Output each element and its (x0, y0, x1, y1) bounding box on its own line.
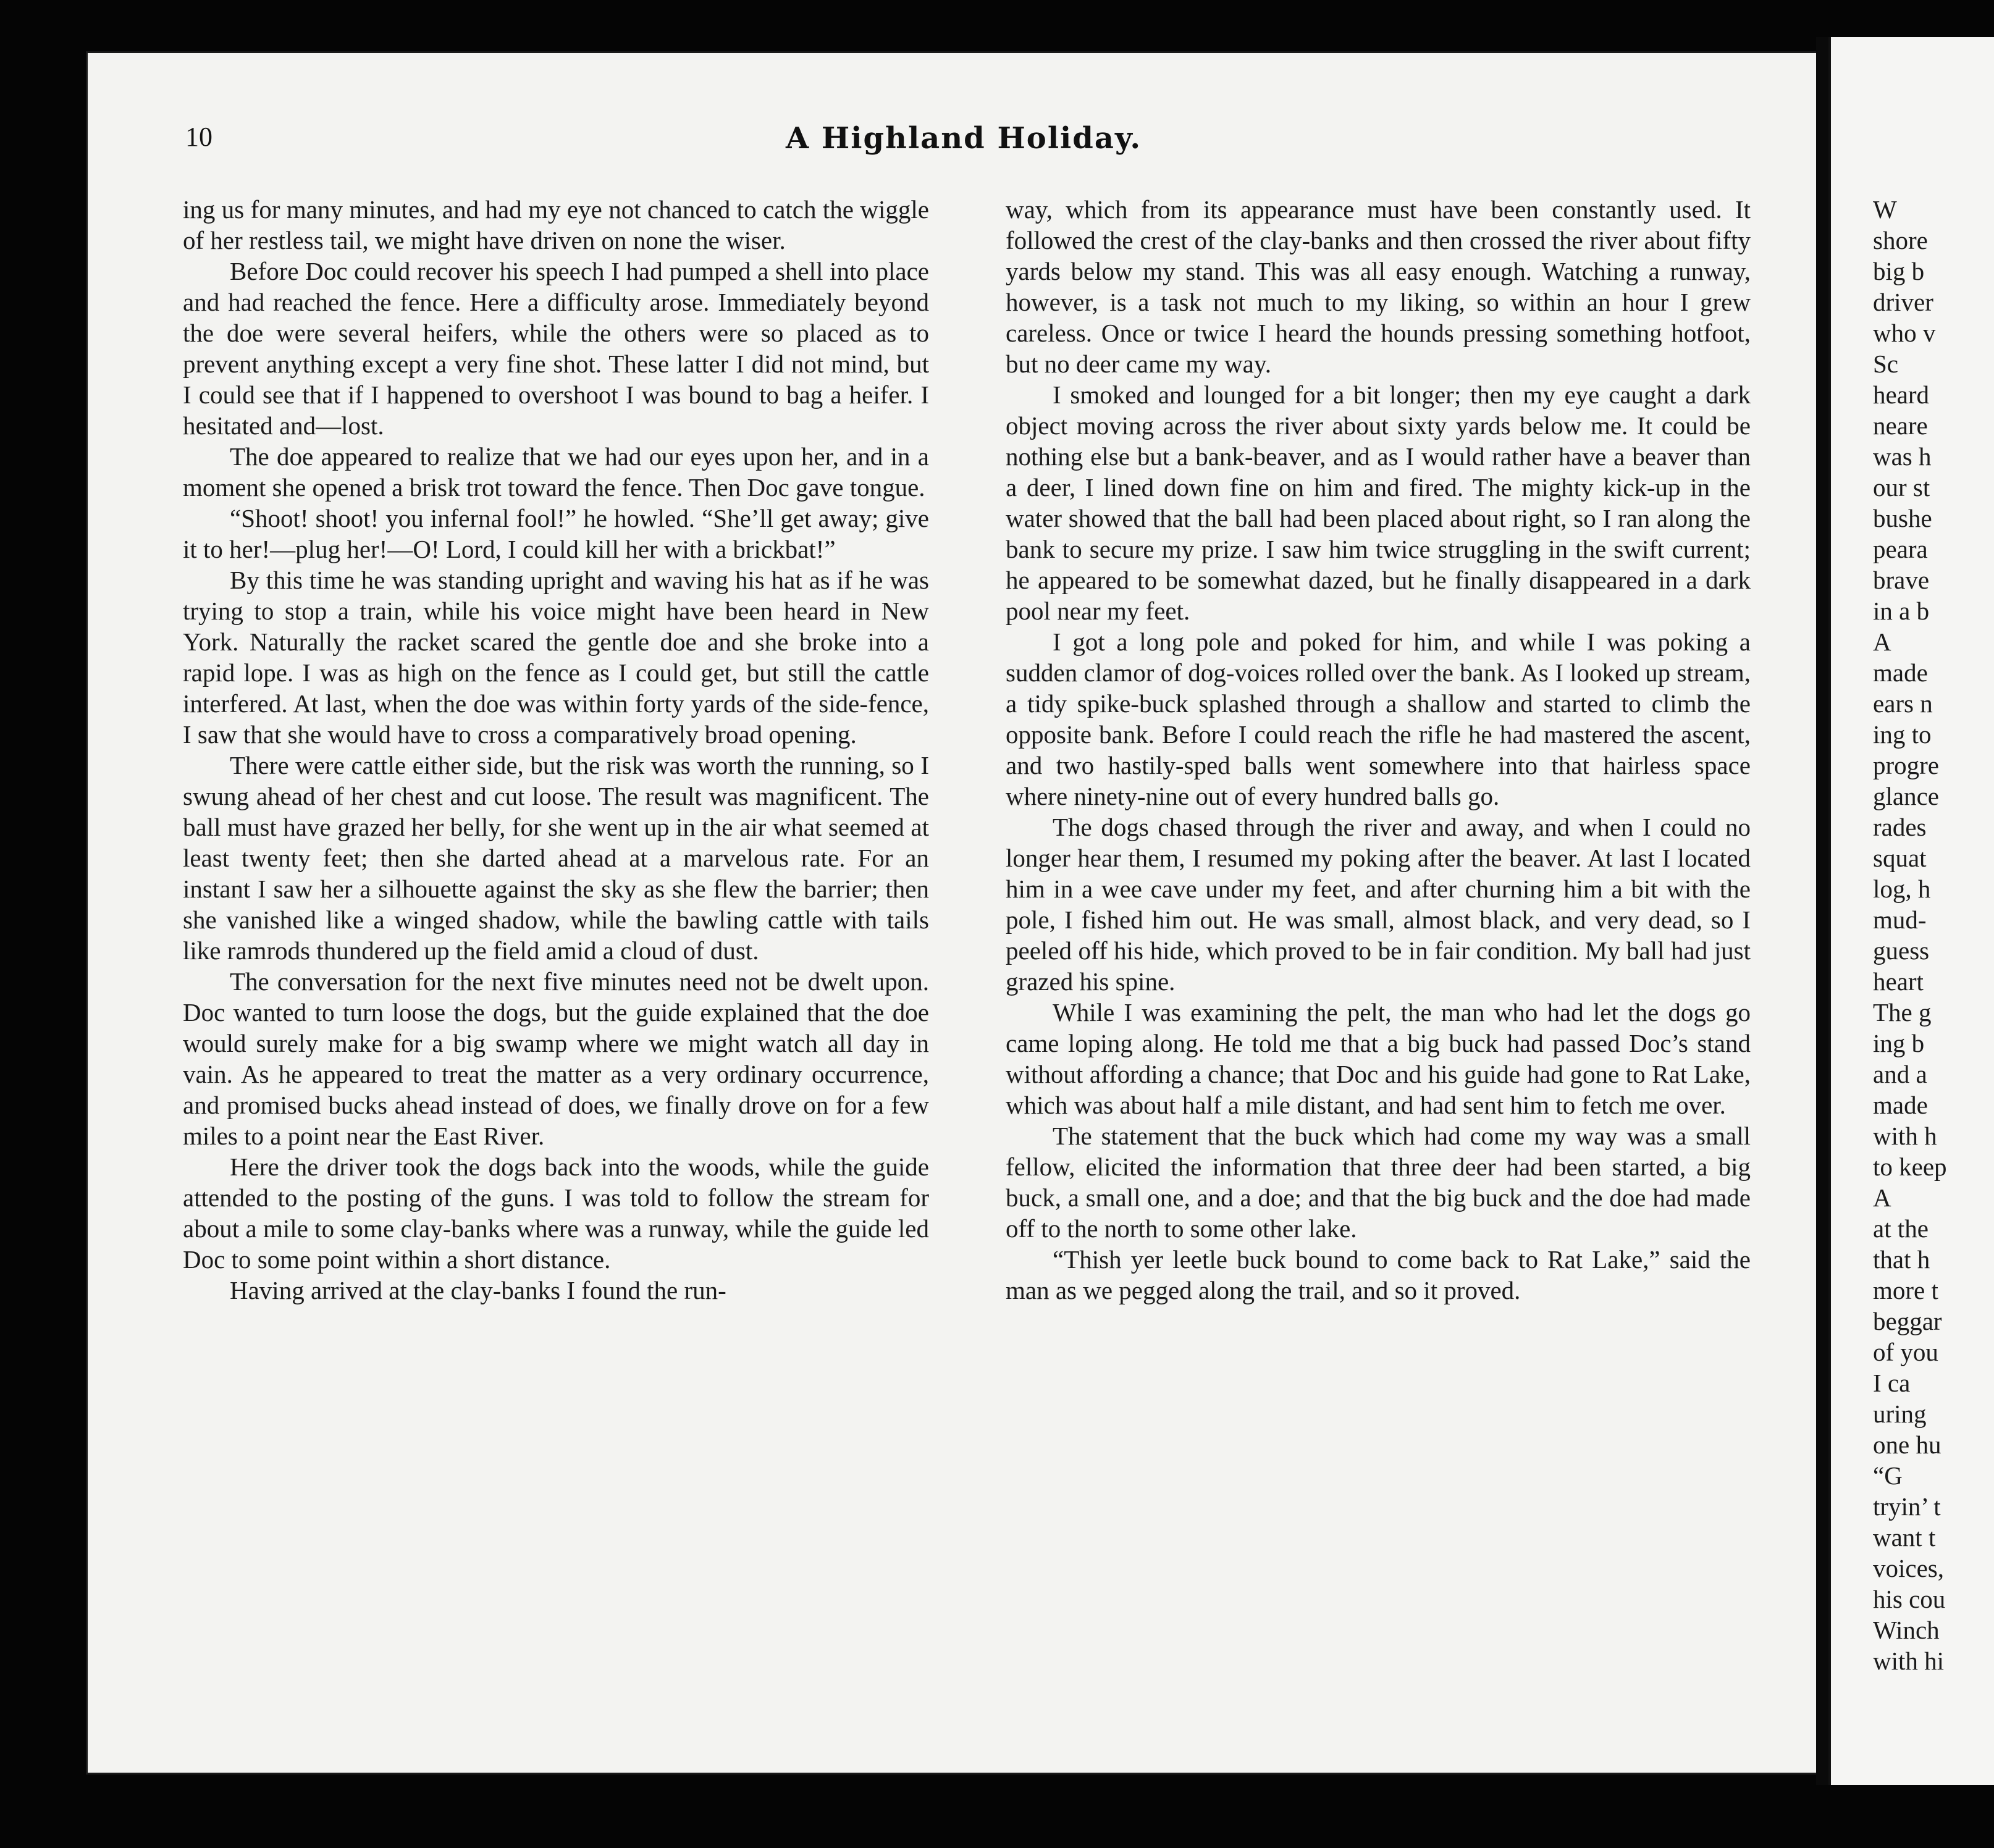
fragment-line: Winch (1873, 1616, 1940, 1644)
paragraph: The statement that the buck which had come my way was a small fellow, elicited the information that three deer had been started, a big buck, a small one, and a doe; and that the big buck and the doe had made off to the north to some other lake. (1006, 1122, 1751, 1243)
fragment-line: made (1873, 1091, 1928, 1119)
page-number: 10 (185, 122, 212, 152)
fragment-line: his cou (1873, 1585, 1946, 1613)
fragment-line: big b (1873, 257, 1925, 285)
fragment-line: with hi (1873, 1647, 1945, 1675)
fragment-line: who v (1873, 319, 1936, 347)
fragment-line: our st (1873, 473, 1930, 502)
paragraph: The doe appeared to realize that we had our eyes upon her, and in a moment she opened a brisk trot toward the fence. Then Doc gave tongue. (183, 442, 929, 502)
fragment-line: of you (1873, 1338, 1938, 1366)
fragment-line: W (1873, 195, 1897, 224)
paragraph: “Thish yer leetle buck bound to come back to Rat Lake,” said the man as we pegged along the trail, and so it proved. (1006, 1245, 1751, 1304)
fragment-line: A (1873, 1183, 1891, 1212)
fragment-line: guess (1873, 936, 1930, 965)
fragment-line: at the (1873, 1214, 1929, 1243)
paragraph: ing us for many minutes, and had my eye not chanced to catch the wiggle of her restless tail, we might have driven on none the wiser. (183, 195, 929, 254)
fragment-line: bushe (1873, 504, 1932, 532)
fragment-line: A (1873, 628, 1891, 656)
fragment-line: voices, (1873, 1554, 1944, 1582)
paragraph: Here the driver took the dogs back into the woods, while the guide attended to the posting of the guns. I was told to follow the stream for about a mile to some clay-banks where was a runway, while the guide led Doc to some point within a short distance. (183, 1153, 929, 1274)
fragment-line: log, h (1873, 875, 1931, 903)
fragment-line: mud- (1873, 905, 1927, 934)
fragment-line: made (1873, 658, 1928, 687)
fragment-line: ing to (1873, 720, 1932, 749)
fragment-line: ears n (1873, 689, 1933, 718)
fragment-line: in a b (1873, 597, 1930, 625)
paragraph: way, which from its appearance must have been constantly used. It followed the crest of the clay-banks and then crossed the river about fifty yards below my stand. This was all easy enough. Watching a runway, however, is a task not much to my liking, so within an hour I grew careless. Once or twice I heard the hounds pressing something hotfoot, but no deer came my way. (1006, 195, 1751, 378)
fragment-line: that h (1873, 1245, 1930, 1274)
paragraph: I smoked and lounged for a bit longer; then my eye caught a dark object moving across the river about sixty yards below me. It could be nothing else but a bank-beaver, and as I would rather have a beaver than a deer, I lined down fine on him and fired. The mighty kick-up in the water showed that the ball had been placed about right, so I ran along the bank to secure my prize. I saw him twice struggling in the swift current; he appeared to be somewhat dazed, but he finally disappeared in a dark pool near my feet. (1006, 380, 1751, 625)
paragraph: I got a long pole and poked for him, and while I was poking a sudden clamor of dog-voices rolled over the bank. As I looked up stream, a tidy spike-buck splashed through a shallow and started to climb the opposite bank. Before I could reach the rifle he had mastered the ascent, and two hastily-sped balls went somewhere into that hairless space where ninety-nine out of every hundred balls go. (1006, 628, 1751, 810)
fragment-line: uring (1873, 1400, 1927, 1428)
fragment-line: I ca (1873, 1369, 1911, 1397)
fragment-line: neare (1873, 411, 1928, 440)
paragraph: While I was examining the pelt, the man who had let the dogs go came loping along. He told me that a big buck had passed Doc’s stand without affording a chance; that Doc and his guide had gone to Rat Lake, which was about half a mile distant, and had sent him to fetch me over. (1006, 998, 1751, 1119)
fragment-line: progre (1873, 751, 1940, 779)
text-column-right (1006, 194, 1751, 1306)
fragment-line: shore (1873, 226, 1928, 254)
fragment-line: heart (1873, 967, 1924, 996)
fragment-line: was h (1873, 442, 1932, 471)
fragment-line: Sc (1873, 350, 1898, 378)
paragraph: “Shoot! shoot! you infernal fool!” he howled. “She’ll get away; give it to her!—plug her!—O! Lord, I could kill her with a brickbat!” (183, 504, 929, 563)
fragment-line: ing b (1873, 1029, 1925, 1057)
fragment-line: heard (1873, 380, 1930, 409)
paragraph: Before Doc could recover his speech I had pumped a shell into place and had reached the fence. Here a difficulty arose. Immediately beyond the doe were several heifers, while the others were so placed as to prevent anything except a very fine shot. These latter I did not mind, but I could see that if I happened to overshoot I was bound to bag a heifer. I hesitated and—lost. (183, 257, 929, 440)
fragment-line: squat (1873, 844, 1927, 872)
fragment-line: brave (1873, 566, 1930, 594)
paragraph: Having arrived at the clay-banks I found the run- (230, 1276, 726, 1304)
paragraph: The dogs chased through the river and away, and when I could no longer hear them, I resumed my poking after the beaver. At last I located him in a wee cave under my feet, and after churning him a bit with the pole, I fished him out. He was small, almost black, and very dead, so I peeled off his hide, which proved to be in fair condition. My ball had just grazed his spine. (1006, 813, 1751, 996)
paragraph: The conversation for the next five minutes need not be dwelt upon. Doc wanted to turn loose the dogs, but the guide explained that the doe would surely make for a big swamp where we might watch all day in vain. As he appeared to treat the matter as a very ordinary occurrence, and promised bucks ahead instead of does, we finally drove on for a few miles to a point near the East River. (183, 967, 929, 1150)
fragment-line: The g (1873, 998, 1932, 1027)
fragment-line: driver (1873, 288, 1933, 316)
fragment-line: rades (1873, 813, 1927, 841)
paragraph: By this time he was standing upright and waving his hat as if he was trying to stop a train, while his voice might have been heard in New York. Naturally the racket scared the gentle doe and she broke into a rapid lope. I was as high on the fence as I could get, but still the cattle interfered. At last, when the doe was within forty yards of the side-fence, I saw that she would have to cross a comparatively broad opening. (183, 566, 929, 749)
fragment-line: peara (1873, 535, 1928, 563)
fragment-line: tryin’ t (1873, 1492, 1941, 1521)
fragment-line: one hu (1873, 1430, 1941, 1459)
fragment-line: more t (1873, 1276, 1938, 1304)
fragment-line: and a (1873, 1060, 1927, 1088)
text-column-left (183, 194, 929, 1306)
fragment-line: to keep (1873, 1153, 1947, 1181)
running-title: A Highland Holiday. (785, 121, 1142, 156)
next-page-text-fragment (1873, 194, 1994, 1676)
fragment-line: want t (1873, 1523, 1936, 1552)
fragment-line: glance (1873, 782, 1939, 810)
paragraph: There were cattle either side, but the risk was worth the running, so I swung ahead of her chest and cut loose. The result was magnificent. The ball must have grazed her belly, for she went up in the air what seemed at least twenty feet; then she darted ahead at a marvelous rate. For an instant I saw her a silhouette against the sky as she flew the barrier; then she vanished like a winged shadow, while the bawling cattle with tails like ramrods thundered up the field amid a cloud of dust. (183, 751, 929, 965)
fragment-line: with h (1873, 1122, 1937, 1150)
fragment-line: beggar (1873, 1307, 1942, 1335)
fragment-line: “G (1873, 1461, 1903, 1490)
